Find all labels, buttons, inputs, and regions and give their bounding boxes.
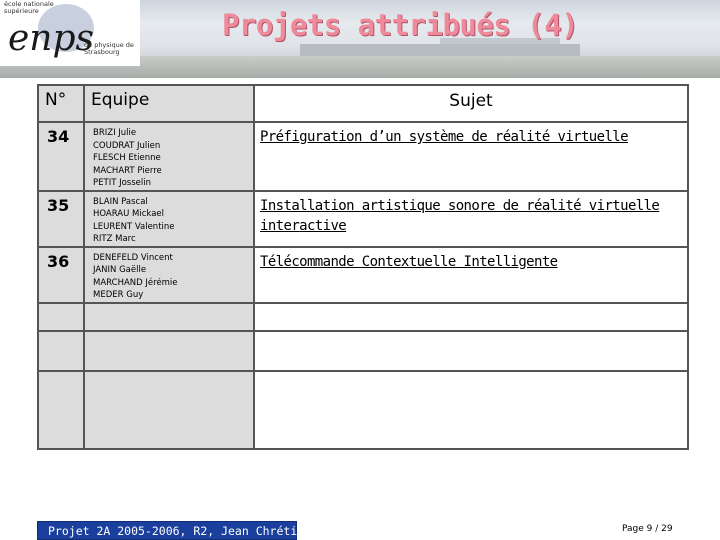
footer-credit-bar [37,521,312,540]
team-member: FLESCH Etienne [93,153,161,163]
header-team: Equipe [84,85,254,122]
logo-bottom-text: de physique de Strasbourg [84,41,134,56]
header-num: N° [38,85,84,122]
page-number: Page 9 / 29 [622,524,673,534]
table-row-empty [38,331,688,371]
table-header-row [38,85,688,122]
project-number: 35 [47,195,70,215]
team-member: JANIN Gaëlle [93,265,147,275]
team-members [85,248,253,302]
team-member: BLAIN Pascal [93,196,148,207]
logo-emblem [0,0,140,66]
school-logo [0,0,140,66]
team-member: BRIZI Julie [93,128,137,138]
table-row [38,122,688,191]
projects-table [37,84,689,450]
project-subject: Télécommande Contextuelle Intelligente [260,253,558,270]
team-members [85,192,253,246]
team-member: MEDER Guy [93,290,144,300]
project-subject: Préfiguration d’un système de réalité virtuelle [260,129,628,145]
team-member: RITZ Marc [93,234,136,244]
header-subject: Sujet [254,85,688,122]
logo-top-text: école nationale supérieure [4,0,54,15]
logo-letters: enps [8,18,95,59]
team-member: COUDRAT Julien [93,140,161,151]
header-banner [0,0,720,78]
project-subject: Installation artistique sonore de réalité virtuelle interactive [260,197,660,234]
table-row-empty [38,303,688,331]
table-row [38,247,688,303]
team-member: MACHART Pierre [93,165,162,176]
project-number: 34 [47,127,70,146]
team-member: HOARAU Mickael [93,209,164,219]
team-member: LEURENT Valentine [93,221,175,232]
table-row [38,191,688,247]
team-member: PETIT Josselin [93,178,151,188]
team-member: MARCHAND Jérémie [93,277,178,288]
team-members [85,123,253,190]
footer-credit: Projet 2A 2005-2006, R2, Jean Chrétien [48,524,312,538]
project-number: 36 [47,251,70,271]
page-title: Projets attribués (4) [222,8,579,42]
team-member: DENEFELD Vincent [93,252,173,263]
table-row-empty [38,371,688,450]
